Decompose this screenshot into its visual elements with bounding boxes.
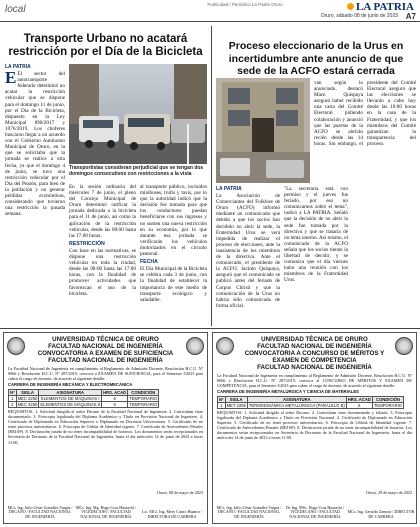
signature-vicedecano: MCs. Ing. Mg. Hugo Cruz Huarachi / VICEDECANO / FACULTAD NACIONAL DE INGENIERÍA <box>75 504 137 520</box>
left-classified-ad <box>3 332 208 524</box>
ad-heading: UNIVERSIDAD TÉCNICA DE ORURO FACULTAD NACIONAL DE INGENIERÍA CONVOCATORIA A CONCURSO DE MÉRITOS Y EXAMEN DE COMPETENCIA FACULTAD NACIONAL DE INGENIERÍA <box>244 336 385 371</box>
left-story-col1: LA PATRIA E El sector del autotransporte federado determinó no acatar la restricción vehicular que se dispone para el domingo 11 de junio, por el Día de la Bicicleta, dispuesto en la Ley Municipal 890/2017 y 1076/2019. Los choferes buscaron llegar a un acuerdo con el Gobierno Autónomo Municipal de Oruro, en la que se solicitaba que la jornada se realice a otra fecha, ya que el domingo 4 de junio, se tuvo una restricción vehicular por el Día del Peatón, para bien de la población y no generar pérdidas económicas, considerando que tuvieron una restricción la pasada semana. <box>5 64 65 218</box>
ad-requirements: REQUISITOS: 1. Solicitud dirigida al señor Decano. 2. Curriculum vitae documentado y foliado. 3. Fotocopia legalizada del Diploma Académico y Título en Provisión Nacional. 4. Certificado de Diplomado en Educación Superior. 5. Certificado de no tener procesos universitarios. 6. Fotocopia de Cédula de Identidad vigente. 7. Certificado de Antecedentes Penales (REJAP). 8. Declaración jurada de no tener incompatibilidad de horarios. Los documentos serán recepcionados en Secretaría de Decanato de la Facultad Nacional de Ingeniería, hasta el día miércoles 14 de junio de 2023 a horas 11:00. <box>217 410 412 441</box>
right-story-col2: "La secretaria está con permiso y el jueves fue feriado, por eso no comunicamos sobre el tema", indicó a LA PATRIA. Señaló que la decisión de no abrir la sede fue tomada por la directiva y que se trataría de un tema interno. Así mismo, el comunicado de la ACFO señala que los socios tienen la libertad de decidir, y se comunica que el día viernes hubo una reunión con los miembros de la Fraternidad Urus. <box>284 186 348 284</box>
table-row: 1 MET 2206 TERMODINÁMICA METALÚRGICA (PARALELO B) 6 TEMPORARIO <box>218 403 404 409</box>
ad-table: Nº SIGLA ASIGNATURA HRS. ACAD CONDICIÓN 1 MEC 2250 ELEMENTOS DE MÁQUINAS I 6 TEMPORARIO 2 MEC 3250 ELEMENTOS DE MÁQUINAS II 6 TEMPORARIO <box>10 390 158 407</box>
signature-vicedecano: Dr. Ing. MSc. Hugo Cruz Huarachi / VICEDECANO / FACULTAD NACIONAL DE INGENIERÍA <box>285 504 345 520</box>
ad-place-date: Oruro, 29 de mayo de 2023 <box>365 490 412 495</box>
left-story-photo <box>69 64 207 164</box>
section-divider <box>0 328 420 329</box>
right-classified-ad <box>212 332 417 524</box>
university-seal-icon <box>7 337 25 355</box>
left-story-caption: Transportistas consideran perjudicial que se tengan dos domingos consecutivos con restricciones a la vista <box>69 165 204 177</box>
left-story-col3: al transporte público, incluidos minibuses, trufis y taxis, por lo que la autoridad indicó que la decisión fue tomada para que los conductores puedan beneficiarse con sus ingresos y no sumen una nueva restricción en su economía, por lo que durante esa jornada se verificarán los vehículos motorizados en el circuito peatonal. FECHA El Día Municipal de la Bicicleta se celebra cada 3 de junio, con la finalidad de establecer la importancia de este medio de transporte ecológico y saludable. <box>140 184 207 303</box>
newspaper-logo: LA PATRIA <box>347 1 414 13</box>
left-story-col2: En la sesión ordinaria del miércoles 7 de junio, el pleno del Concejo Municipal de Oruro determinó ratificar la jornada dedicada a la bicicleta para el 11 de junio, así como la aplicación de la restricción vehicular, desde las 08:00 hasta las 17:00 horas. RESTRICCIÓN Con base en las normativas, se dispone una restricción vehicular en toda la ciudad, desde las 08:00 hasta las 17:00 horas, con la finalidad de promover actividades que favorezcan el uso de la bicicleta. <box>69 184 136 297</box>
right-story-col3: van según lo anunciado, destacó Mare. Quispaya aseguró haber recibido una carta del Comité Electoral pidiendo colaboración y anunció que las puertas de la ACFO se abrirán recién desde las 14 horas. Sin embargo, el presidente del Comité Electoral aseguró que las elecciones se llevarán a cabo hoy desde las 10:00 horas en la casa de la Fraternidad, y que los miembros del Comité garantizan la transparencia del proceso. <box>314 80 416 147</box>
ad-career: CARRERA DE INGENIERÍA MECÁNICA Y ELECTROMECÁNICA <box>8 382 133 387</box>
ad-intro: La Facultad Nacional de Ingeniería en cumplimiento al Reglamento de Admisión Docente, Resolución H.C.U. Nº 0066 y Resolución H.C.U. Nº 287/2019, convoca al CONCURSO DE MÉRITOS Y EXAMEN DE COMPETENCIA, para el Semestre I/2023 para cubrir el cargo de docente, de acuerdo al siguiente detalle: <box>217 373 412 389</box>
sun-icon <box>347 3 354 10</box>
right-story-col1: LA PATRIA La Asociación de Comerciantes del Folklore de Oruro (ACFO) informó mediante un comunicado que debido a que los socios han decidido no abrir la sede, la Fraternidad Urus se verá impedida de realizar el proceso de elecciones, ante la inasistencia de los miembros de la directiva. Ante el comunicado, el presidente de la ACFO, Jacinto Quispaya, aseguró que el comunicado se publicó antes del feriado de Corpus Christi y que la comunicación de la Urus no habría sido comunicada de forma oficial. <box>216 186 280 309</box>
university-seal-icon <box>216 337 234 355</box>
header-tagline: Publicidad / Periódico La Patria Oruro <box>207 2 283 7</box>
signature-decano: MCs. Ing. Julio César Gonzáles Vargas / DECANO / FACULTAD NACIONAL DE INGENIERÍA <box>216 504 282 520</box>
ad-table: Nº SIGLA ASIGNATURA HRS. ACAD CONDICIÓN 1 MET 2206 TERMODINÁMICA METALÚRGICA (PARALELO B) 6 TEMPORARIO <box>219 397 403 408</box>
column-divider <box>211 26 212 326</box>
ad-requirements: REQUISITOS: 1. Solicitud dirigida al señor Decano de la Facultad Nacional de Ingeniería. 2. Curriculum vitae documentado. 3. Fotocopia legalizada del Diploma Académico y Título en Provisión Nacional de Ingeniero. 4. Certificado de Diplomado en Educación Superior o Diplomado en Docencia Universitaria. 5. Certificado de no tener procesos universitarios. 6. Fotocopia de Cédula de Identidad vigente. 7. Certificado de Antecedentes Penales (REJAP). 8. Declaración jurada de no tener incompatibilidad de horarios. Los documentos serán recepcionados en Secretaría de Decanato de la Facultad Nacional de Ingeniería, hasta el día miércoles 14 de junio de 2023 a horas 11:00. <box>8 409 203 445</box>
page-number: A7 <box>405 12 416 21</box>
table-row: 1 MEC 2250 ELEMENTOS DE MÁQUINAS I 6 TEMPORARIO <box>9 396 159 402</box>
right-story-photo <box>216 78 310 183</box>
ad-career: CARRERA DE INGENIERÍA METALÚRGICA Y CIENCIA DE MATERIALES <box>217 389 359 394</box>
right-story-headline: Proceso eleccionario de la Urus en incertidumbre ante anuncio de que sede de la ACFO estará cerrada <box>228 40 404 77</box>
signature-decano: MCs. Ing. Julio César Gonzáles Vargas / DECANO / FACULTAD NACIONAL DE INGENIERÍA <box>7 504 73 520</box>
section-label: local <box>5 4 26 15</box>
left-story-headline: Transporte Urbano no acatará restricción por el Día de la Bicicleta <box>8 33 203 58</box>
ad-heading: UNIVERSIDAD TÉCNICA DE ORURO FACULTAD NACIONAL DE INGENIERÍA CONVOCATORIA A EXAMEN DE SUFICIENCIA FACULTAD NACIONAL DE INGENIERÍA <box>37 336 174 364</box>
ad-place-date: Oruro, 08 de mayo de 2023 <box>156 490 203 495</box>
faculty-seal-icon <box>186 337 204 355</box>
table-row: 2 MEC 3250 ELEMENTOS DE MÁQUINAS II 6 TEMPORARIO <box>9 402 159 408</box>
date-line: Oruro, sábado 08 de junio de 2023 <box>320 13 398 19</box>
signature-director: MCs. Ing. Gerardo Zamora / DIRECTOR DE CARRERA <box>347 509 415 520</box>
signature-director: Lic. MCs. Ing. Mery Castro Huanca / DIRECTORA DE CARRERA <box>142 509 202 520</box>
faculty-seal-icon <box>395 337 413 355</box>
page-header <box>0 0 420 22</box>
ad-intro: La Facultad Nacional de Ingeniería en cumplimiento al Reglamento de Admisión Docente, Resolución H.C.U. Nº 0066 y Resolución H.C.U. Nº 287/2019, convoca a EXAMEN DE SUFICIENCIA, para el Semestre I/2023 para cubrir el cargo de docente, de acuerdo al siguiente detalle: <box>8 366 203 382</box>
